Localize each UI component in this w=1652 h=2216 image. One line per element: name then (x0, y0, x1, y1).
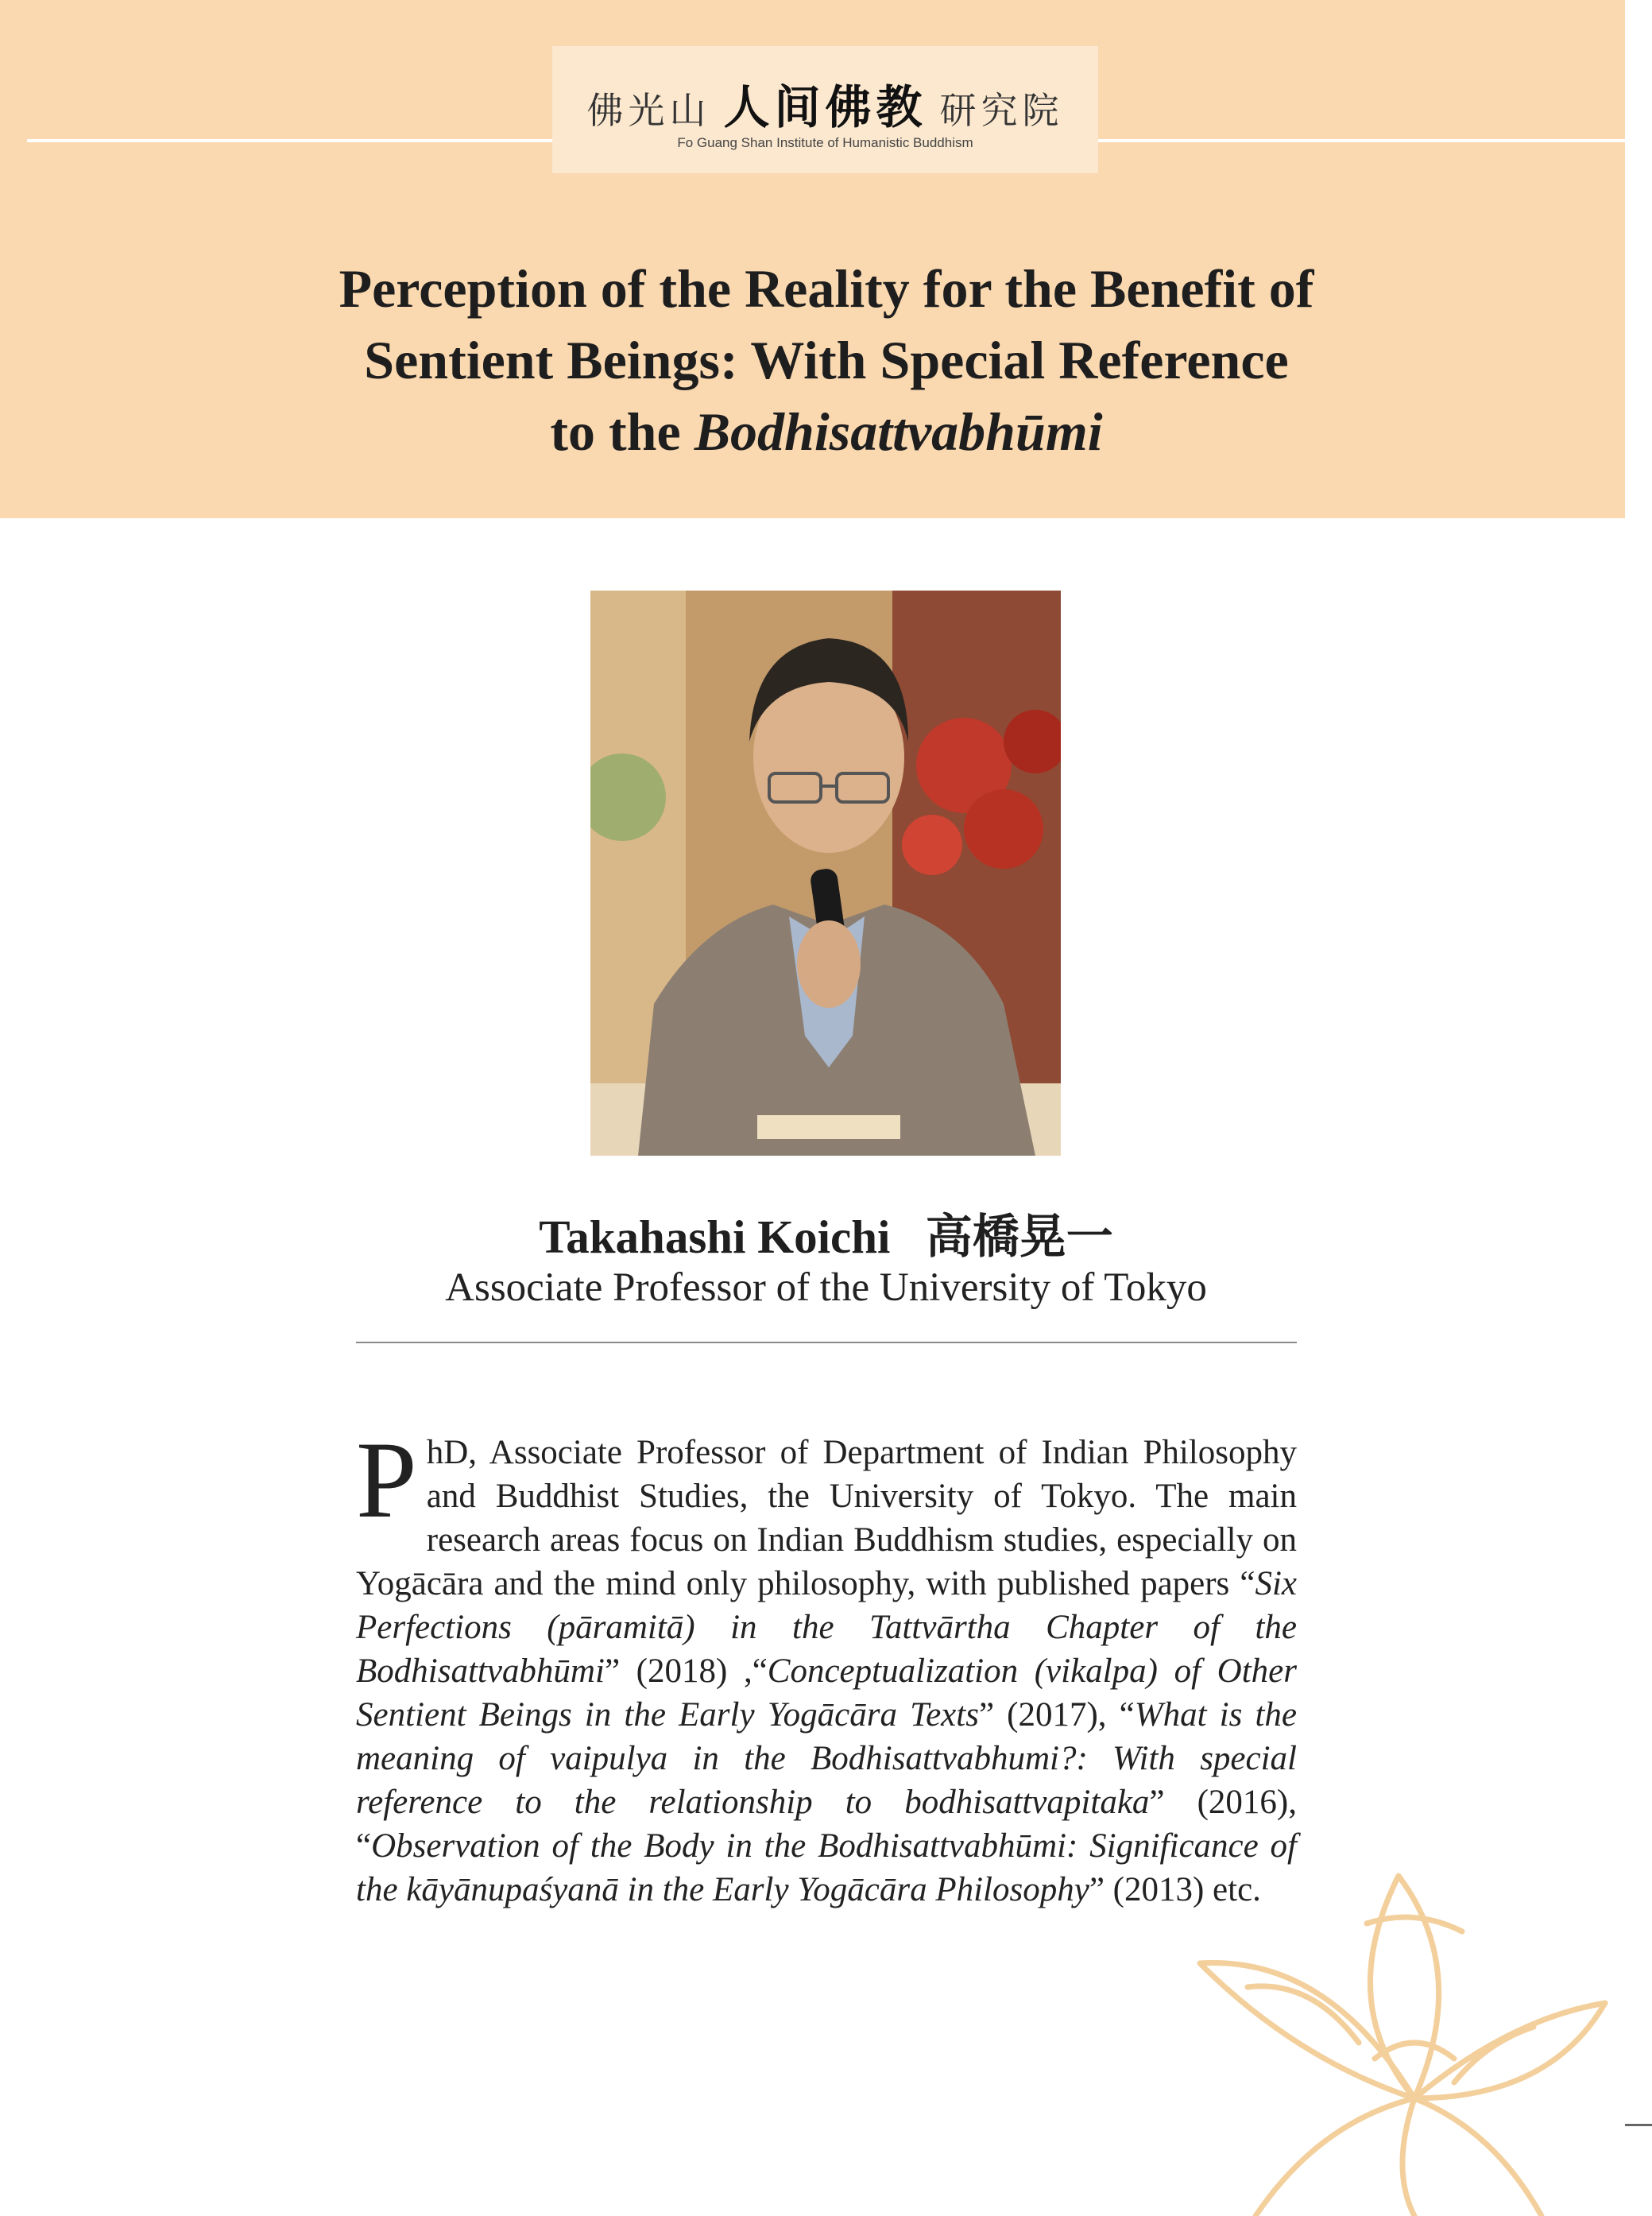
bio-text-4: ” (2016), “ (356, 1784, 1297, 1865)
bio-text-1: hD, Associate Professor of Department of Indian Philosophy and Buddhist Studies, the University of Tokyo. The main research areas focus on Indian Buddhism studies, especially on Yogācāra and the mind only philosophy, with published papers “ (356, 1434, 1297, 1602)
bio-text-3: ” (2017), “ (978, 1696, 1135, 1734)
drop-cap: P (356, 1419, 417, 1540)
bio-paper-4: Observation of the Body in the Bodhisattvabhūmi: Significance of the kāyānupaśyanā in the Early Yogācāra Philosophy (356, 1827, 1297, 1908)
author-name-cn: 高橋晃一 (925, 1211, 1113, 1263)
logo-cn-right: 研究院 (939, 89, 1064, 132)
bio-paper-2: Conceptualization (vikalpa) of Other Sentient Beings in the Early Yogācāra Texts (356, 1652, 1297, 1734)
bio-text-5: ” (2013) etc. (1089, 1871, 1261, 1908)
title-line-1: Perception of the Reality for the Benefit of (339, 258, 1314, 319)
logo-cn-brush: 人间佛教 (723, 80, 927, 134)
author-name (0, 1199, 1652, 1266)
logo-chinese (552, 70, 1098, 137)
section-divider (356, 1342, 1297, 1343)
bio-text-2: ” (2018) ,“ (604, 1652, 768, 1690)
logo-english: Fo Guang Shan Institute of Humanistic Buddhism (677, 135, 973, 150)
title-line-3-italic: Bodhisattvabhūmi (694, 401, 1103, 462)
institute-logo (552, 46, 1098, 173)
lotus-flower-decoration (1176, 1860, 1621, 2216)
author-position: Associate Professor of the University of Tokyo (445, 1265, 1207, 1310)
bio-paper-3: What is the meaning of vaipulya in the Bodhisattvabhumi?: With special reference to the relationship to bodhisattvapitaka (356, 1696, 1298, 1821)
title-line-2: Sentient Beings: With Special Reference (364, 330, 1289, 390)
logo-cn-left: 佛光山 (586, 89, 711, 132)
page-edge-mark (1625, 2124, 1652, 2126)
author-portrait-image (590, 591, 1061, 1156)
bio-paper-1: Six Perfections (pāramitā) in the Tattvārtha Chapter of the Bodhisattvabhūmi (356, 1565, 1297, 1690)
title-line-3-prefix: to the (550, 401, 694, 462)
author-biography (356, 1419, 1298, 1912)
article-title (127, 253, 1526, 467)
author-name-en: Takahashi Koichi (539, 1211, 891, 1263)
author-photo (590, 591, 1061, 1156)
